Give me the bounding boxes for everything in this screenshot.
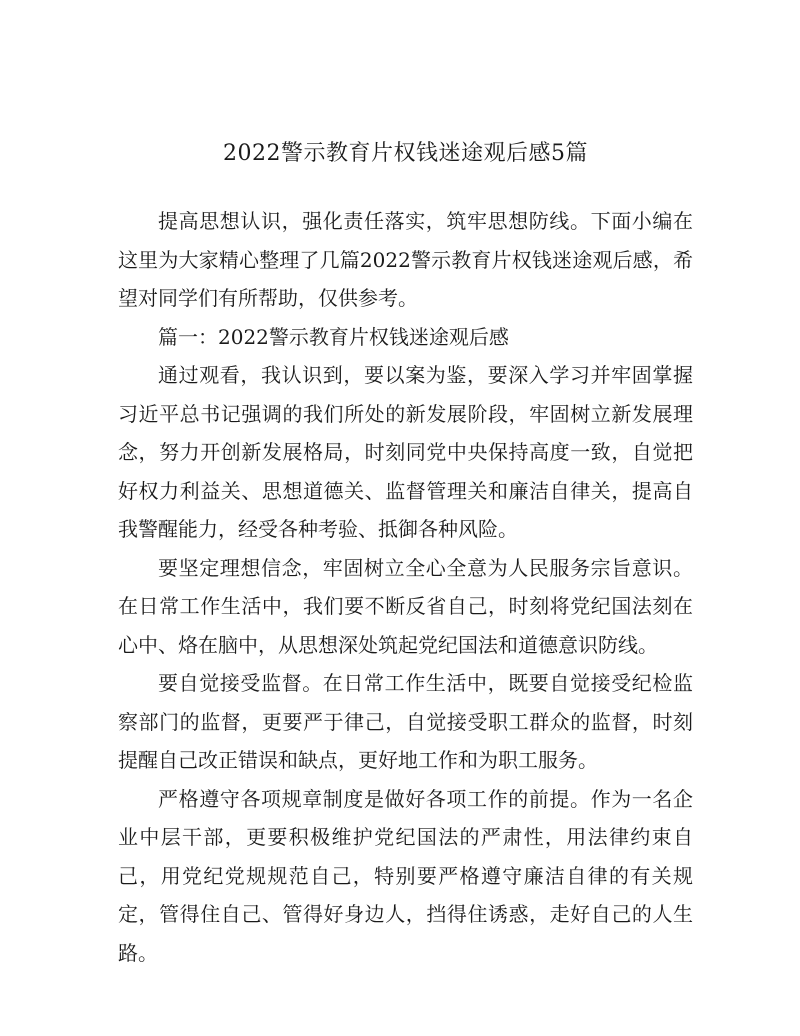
body-paragraph: 要自觉接受监督。在日常工作生活中，既要自觉接受纪检监察部门的监督，更要严于律己，自觉接受职工群众的监督，时刻提醒自己改正错误和缺点，更好地工作和为职工服务。	[118, 671, 693, 772]
document-page	[118, 0, 693, 1036]
section-heading: 篇一：2022警示教育片权钱迷途观后感	[158, 324, 509, 349]
document-body	[118, 202, 693, 972]
body-paragraph: 通过观看，我认识到，要以案为鉴，要深入学习并牢固掌握习近平总书记强调的我们所处的新发展阶段，牢固树立新发展理念，努力开创新发展格局，时刻同党中央保持高度一致，自觉把好权力利益关、思想道德关、监督管理关和廉洁自律关，提高自我警醒能力，经受各种考验、抵御各种风险。	[118, 363, 693, 541]
intro-paragraph: 提高思想认识，强化责任落实，筑牢思想防线。下面小编在这里为大家精心整理了几篇2022警示教育片权钱迷途观后感，希望对同学们有所帮助，仅供参考。	[118, 209, 693, 310]
body-paragraph: 严格遵守各项规章制度是做好各项工作的前提。作为一名企业中层干部，更要积极维护党纪国法的严肃性，用法律约束自己，用党纪党规规范自己，特别要严格遵守廉洁自律的有关规定，管得住自己、管得好身边人，挡得住诱惑，走好自己的人生路。	[118, 786, 693, 965]
document-title: 2022警示教育片权钱迷途观后感5篇	[223, 141, 588, 166]
body-paragraph: 要坚定理想信念，牢固树立全心全意为人民服务宗旨意识。在日常工作生活中，我们要不断反省自己，时刻将党纪国法刻在心中、烙在脑中，从思想深处筑起党纪国法和道德意识防线。	[118, 555, 693, 657]
